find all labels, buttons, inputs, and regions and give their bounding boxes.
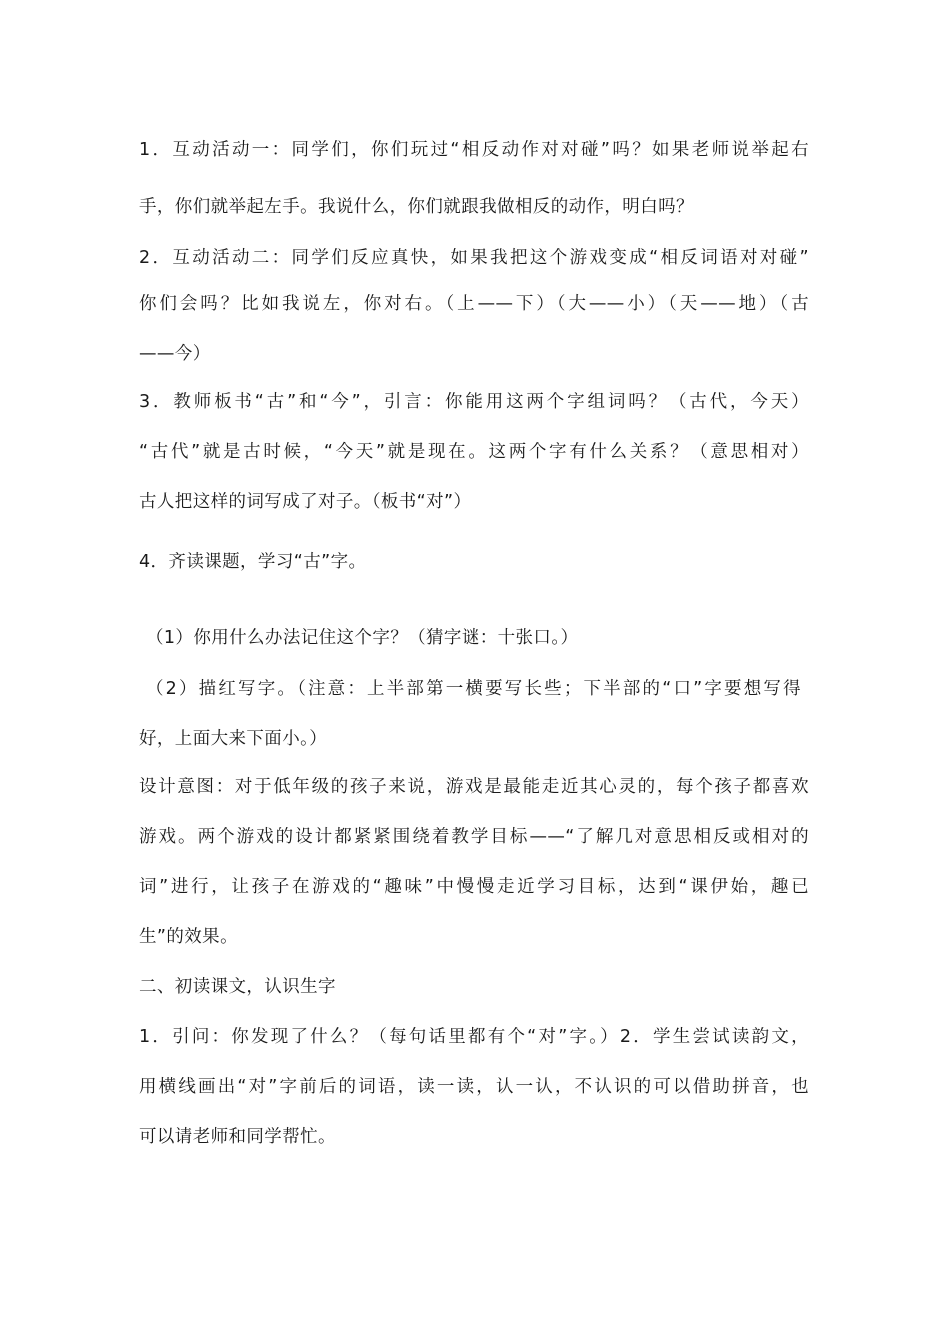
activity-1-line-2: 手，你们就举起左手。我说什么，你们就跟我做相反的动作，明白吗？ xyxy=(139,197,694,217)
activity-2-line-1: 2．互动活动二：同学们反应真快，如果我把这个游戏变成“相反词语对对碰” xyxy=(139,248,809,268)
design-intent-line-3: 词”进行，让孩子在游戏的“趣味”中慢慢走近学习目标，达到“课伊始，趣已 xyxy=(139,877,809,897)
section-2-line-3: 可以请老师和同学帮忙。 xyxy=(139,1127,336,1147)
substep-1: （1）你用什么办法记住这个字？（猜字谜：十张口。） xyxy=(146,628,579,648)
substep-2-line-2: 好，上面大来下面小。） xyxy=(139,729,328,749)
substep-2-line-1: （2）描红写字。（注意：上半部第一横要写长些；下半部的“口”字要想写得 xyxy=(146,679,801,699)
section-2-line-2: 用横线画出“对”字前后的词语，读一读，认一认，不认识的可以借助拼音，也 xyxy=(139,1077,809,1097)
section-2-line-1: 1．引问：你发现了什么？（每句话里都有个“对”字。）2．学生尝试读韵文， xyxy=(139,1027,809,1047)
step-4-heading: 4．齐读课题，学习“古”字。 xyxy=(139,552,367,572)
activity-2-line-2: 你们会吗？比如我说左，你对右。（上——下）（大——小）（天——地）（古 xyxy=(139,294,809,314)
activity-1-line-1: 1．互动活动一：同学们，你们玩过“相反动作对对碰”吗？如果老师说举起右 xyxy=(139,140,809,160)
design-intent-line-2: 游戏。两个游戏的设计都紧紧围绕着教学目标——“了解几对意思相反或相对的 xyxy=(139,827,809,847)
design-intent-line-1: 设计意图：对于低年级的孩子来说，游戏是最能走近其心灵的，每个孩子都喜欢 xyxy=(139,777,809,797)
step-3-line-2: “古代”就是古时候，“今天”就是现在。这两个字有什么关系？（意思相对） xyxy=(139,442,809,462)
section-2-heading: 二、初读课文，认识生字 xyxy=(139,977,336,997)
activity-2-line-3: ——今） xyxy=(139,344,211,364)
step-3-line-1: 3．教师板书“古”和“今”，引言：你能用这两个字组词吗？（古代，今天） xyxy=(139,392,809,412)
step-3-line-3: 古人把这样的词写成了对子。（板书“对”） xyxy=(139,492,472,512)
design-intent-line-4: 生”的效果。 xyxy=(139,927,238,947)
